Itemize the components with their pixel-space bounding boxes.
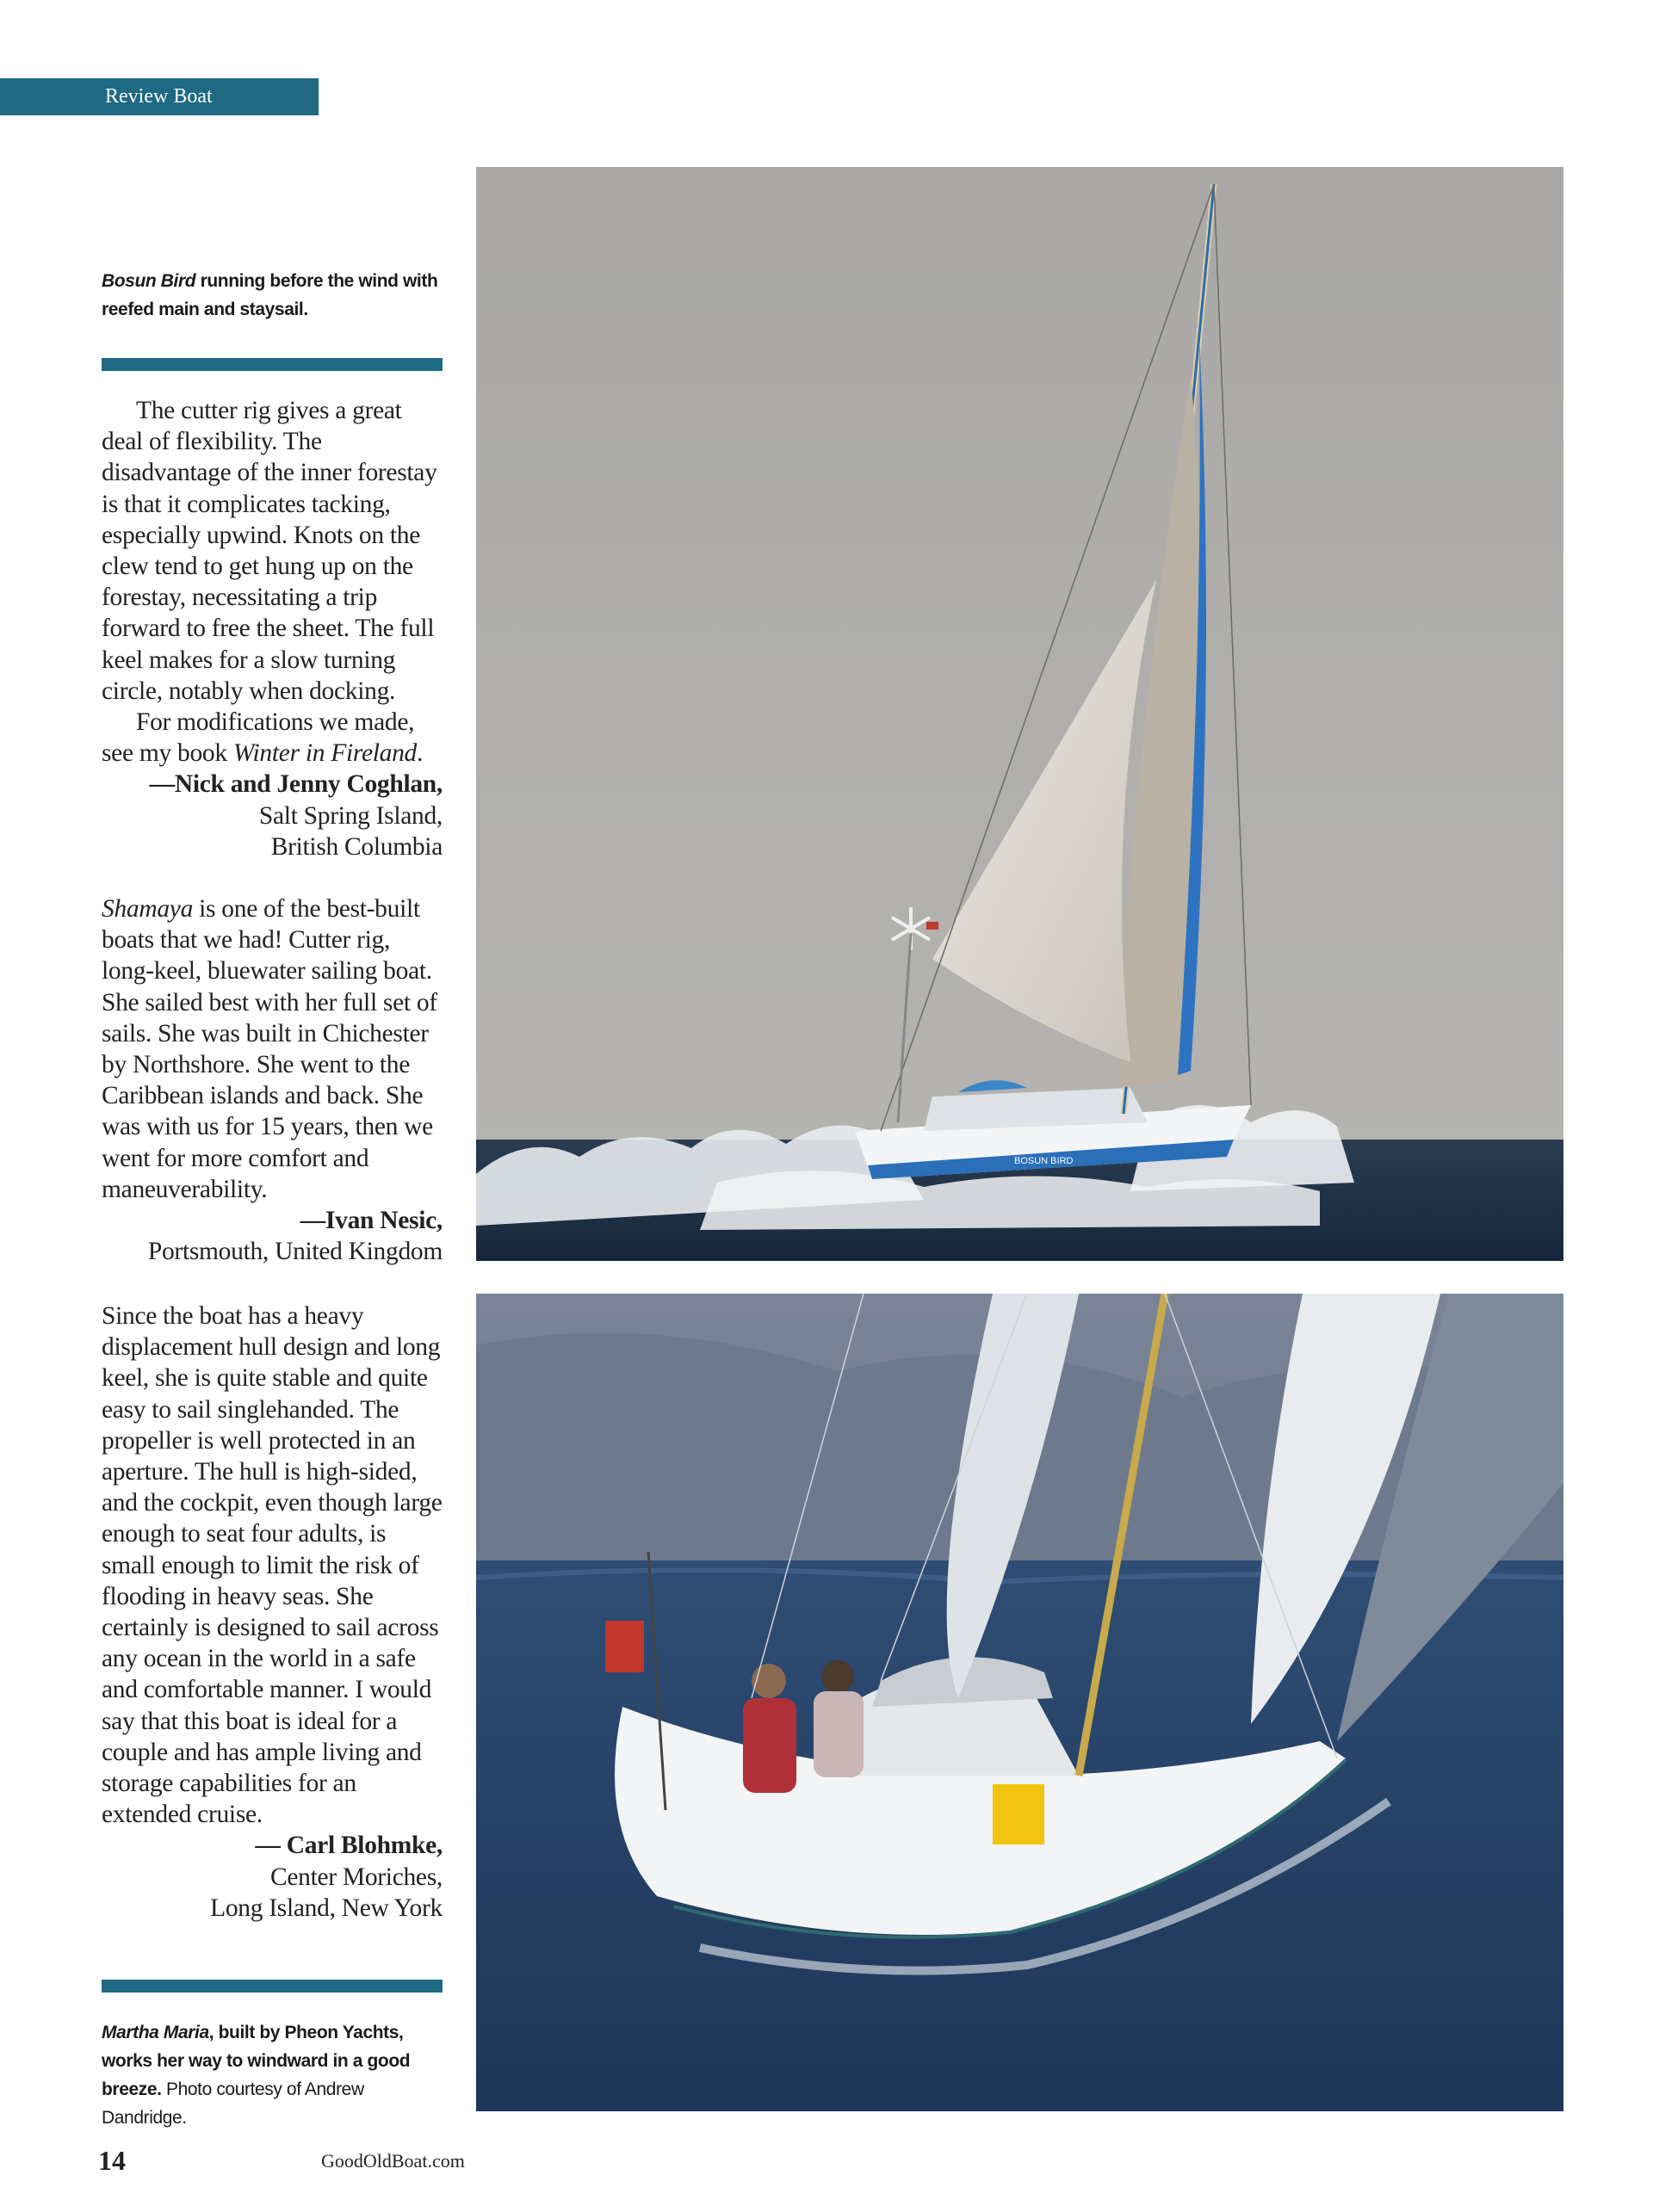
book-title: Winter in Fireland [232, 739, 417, 768]
signature-location: Center Moriches, [269, 1863, 443, 1891]
photo-martha-maria [476, 1294, 1563, 2111]
letter-paragraph: The cutter rig gives a great deal of flexibility. The disadvantage of the inner forestay is that it complicates tacking, especially upwind. Knots on the clew tend to get hung up on the forestay, necessitating a trip forward to free the sheet. The full keel makes for a slow turning circle, notably when docking. [102, 397, 437, 705]
letter-coghlan [102, 395, 443, 862]
caption-boat-name: Martha Maria [102, 2023, 209, 2042]
letter-nesic [102, 893, 443, 1267]
hull-name: BOSUN BIRD [1014, 1156, 1074, 1166]
signature-name: —Ivan Nesic, [300, 1207, 443, 1235]
section-label: Review Boat [0, 78, 319, 115]
photo-credit: Photo courtesy of Andrew Dandridge. [102, 2079, 364, 2128]
signature-name: — Carl Blohmke, [255, 1832, 443, 1860]
letter-paragraph: Since the boat has a heavy displacement hull design and long keel, she is quite stable and quite easy to sail singlehanded. The propeller is well protected in an aperture. The hull is high-sided, and the cockpit, even though large enough to seat four adults, is small enough to limit the risk of flooding in heavy seas. She certainly is designed to sail across any ocean in the world in a safe and comfortable manner. I would say that this boat is ideal for a couple and has ample living and storage capabilities for an extended cruise. [102, 1302, 443, 1829]
letter-blohmke [102, 1301, 443, 1924]
signature-location: Salt Spring Island, [258, 801, 443, 830]
caption-text: running before the wind with reefed main and staysail. [102, 271, 438, 319]
letter-paragraph: Shamaya is one of the best-built boats that we had! Cutter rig, long-keel, bluewater sailing boat. She sailed best with her full set of sails. She was built in Chichester by Northshore. She went to the Caribbean islands and back. She was with us for 15 years, then we went for more comfort and maneuverability. [102, 895, 437, 1203]
photo-caption-top [102, 267, 443, 324]
caption-divider-bottom [102, 1980, 443, 1993]
caption-divider-top [102, 358, 443, 371]
signature-name: —Nick and Jenny Coghlan, [149, 770, 443, 799]
page-number: 14 [98, 2145, 126, 2176]
signature-location: Long Island, New York [210, 1894, 443, 1922]
caption-boat-name: Bosun Bird [102, 271, 196, 291]
photo-bosun-bird [476, 167, 1563, 1261]
boat-name: Shamaya [102, 895, 194, 923]
letter-paragraph: For modifications we made, see my book Winter in Fireland. [102, 708, 424, 768]
footer-site: GoodOldBoat.com [321, 2150, 465, 2172]
photo-caption-bottom: Martha Maria, built by Pheon Yachts, works her way to windward in a good breeze. Photo courtesy of Andrew Dandridge. [102, 2023, 411, 2128]
signature-location: Portsmouth, United Kingdom [147, 1238, 443, 1266]
signature-location: British Columbia [270, 832, 443, 861]
